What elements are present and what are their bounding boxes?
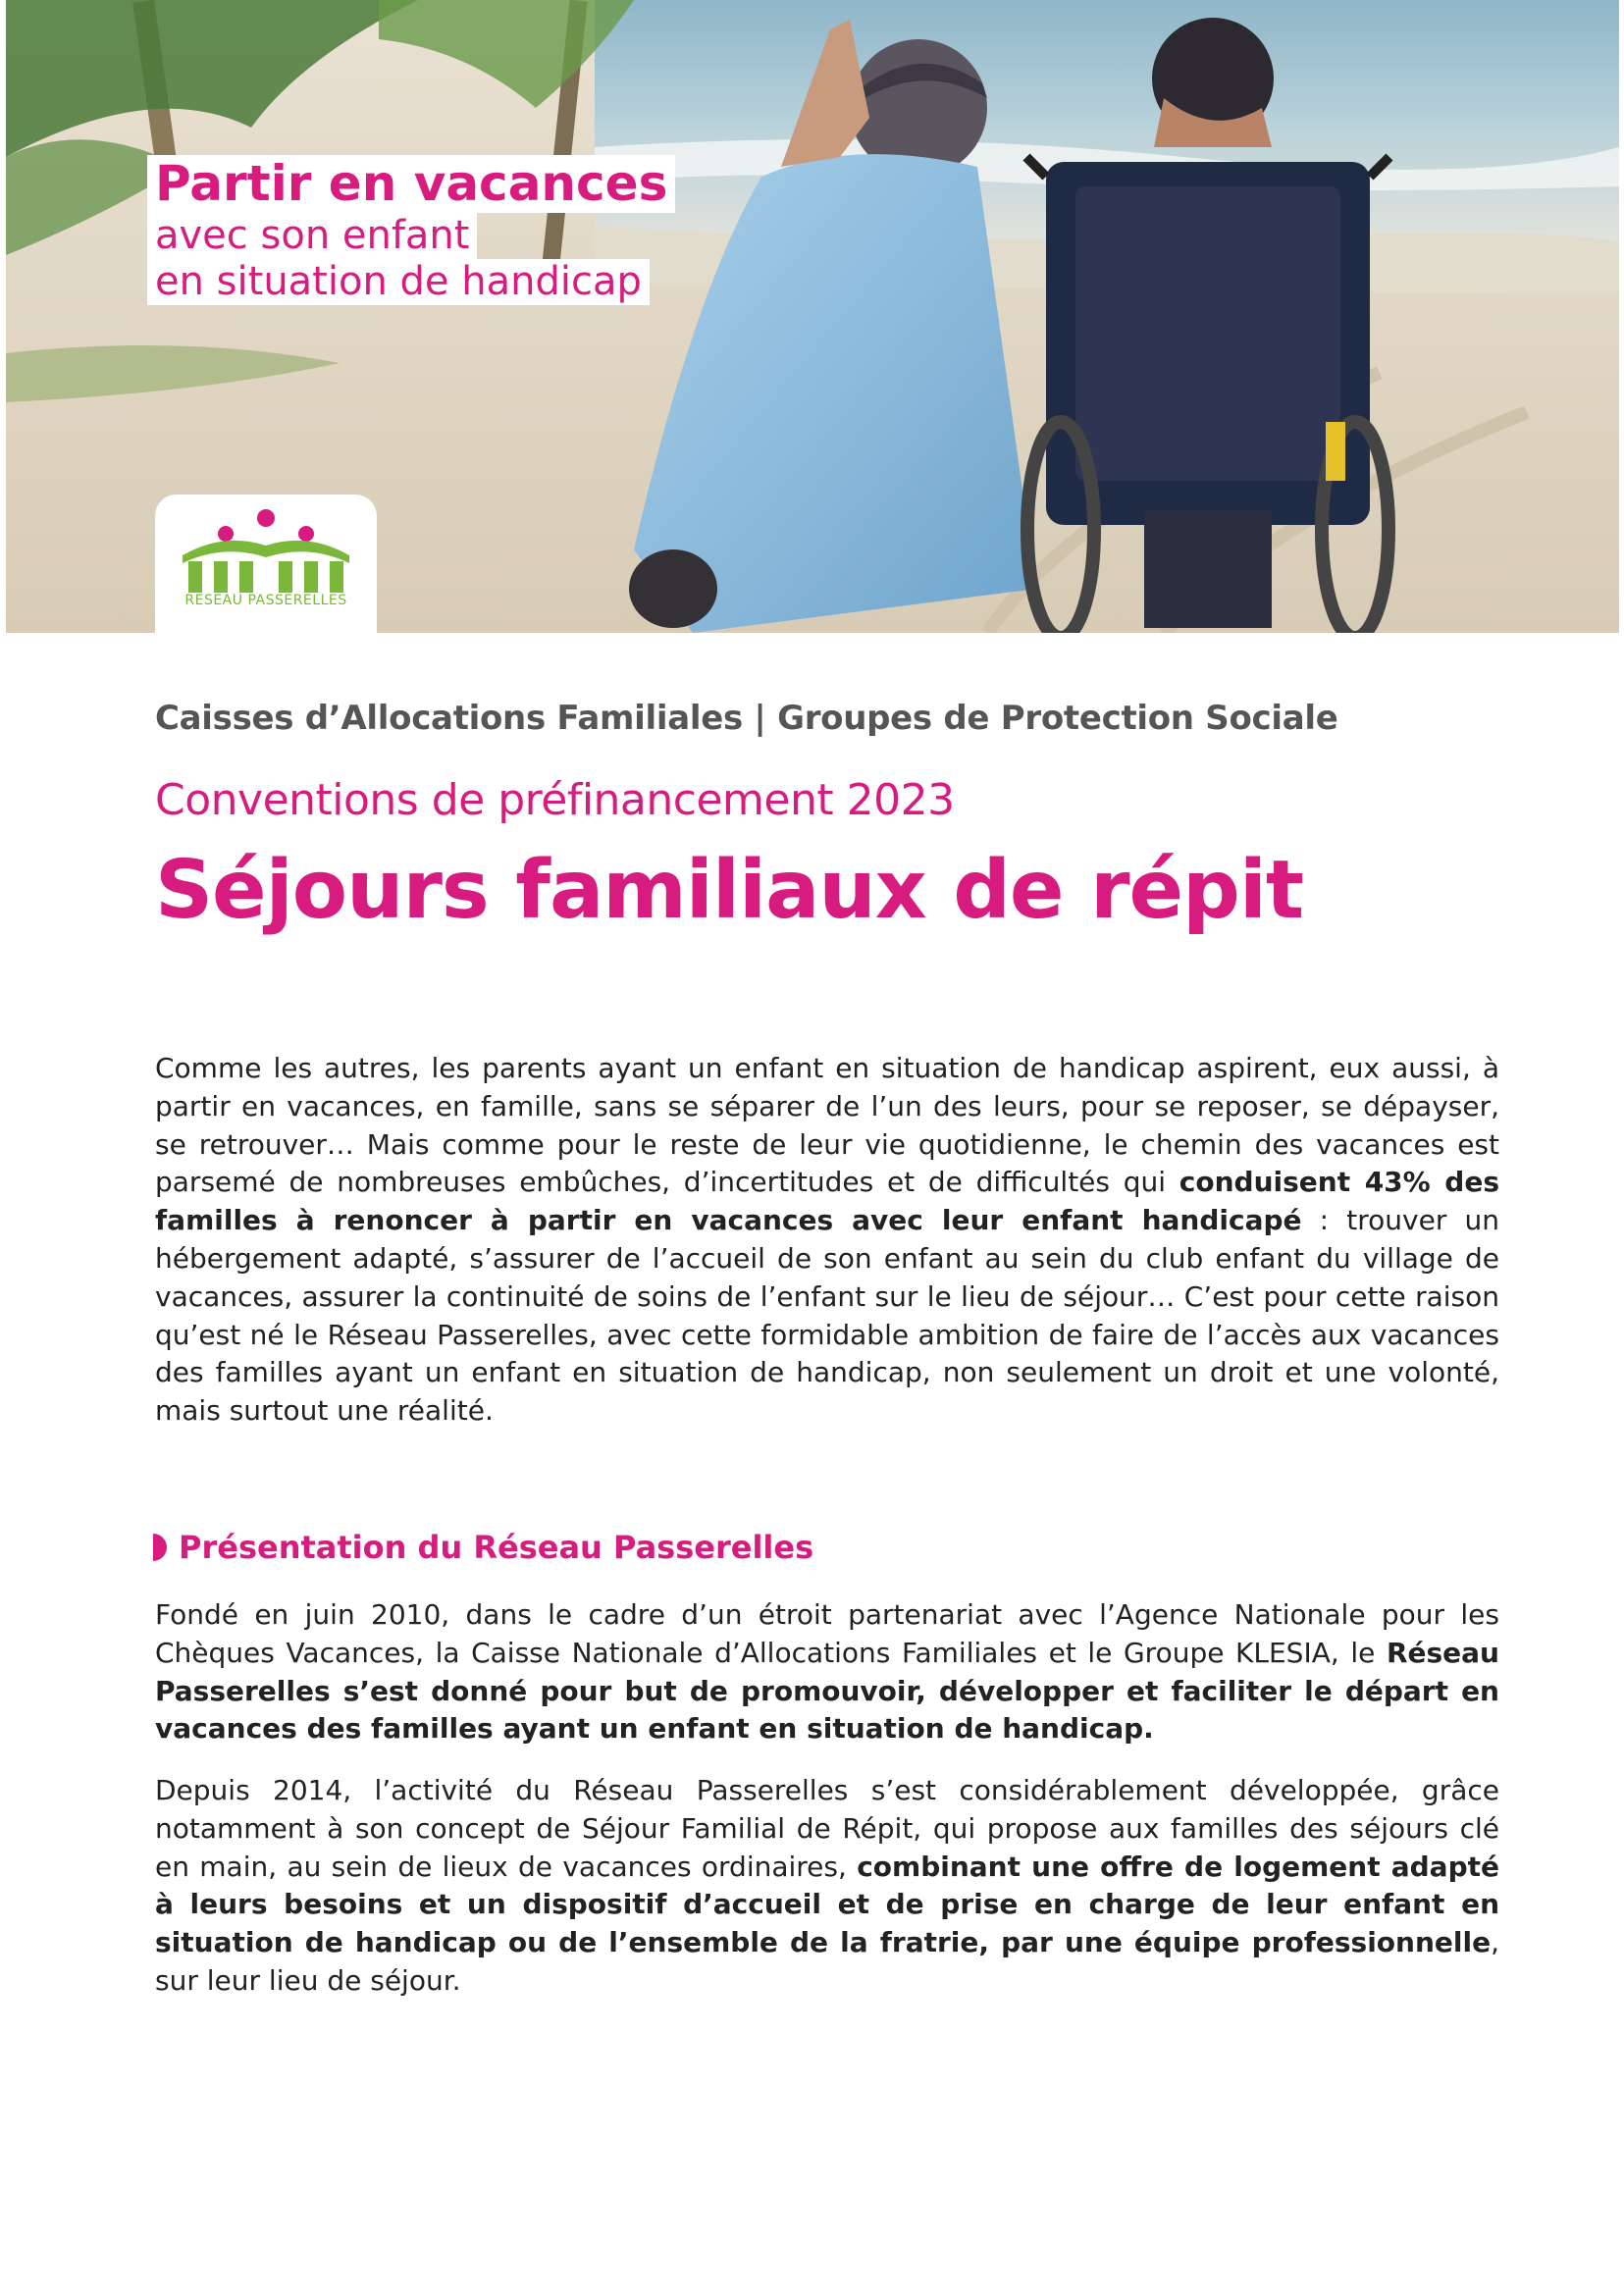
hero-title-line1: Partir en vacances (147, 155, 675, 213)
p1-text: Fondé en juin 2010, dans le cadre d’un étroit partenariat avec l’Agence Nationale pour les Chèques Vacances, la Caisse Nationale d’Allocations Familiales et le Groupe KLESIA, le (155, 1598, 1499, 1669)
bridge-people-icon (175, 506, 357, 593)
p1-bold-text: Réseau Passerelles s’est donné pour but de promouvoir, développer et faciliter le départ en vacances des familles ayant un enfant en situation de handicap. (155, 1636, 1499, 1746)
page-subtitle: Conventions de préfinancement 2023 (155, 775, 955, 825)
organizations-heading: Caisses d’Allocations Familiales | Groupes de Protection Sociale (155, 699, 1338, 738)
intro-text-1: Comme les autres, les parents ayant un enfant en situation de handicap aspirent, eux aussi, à partir en vacances, en famille, sans se séparer de l’un des leurs, pour se reposer, se dépayser, se retrouver… Mais comme pour le reste de leur vie quotidienne, le chemin des vacances est parsemé de nombreuses embûches, d’incertitudes et de difficultés qui (155, 1052, 1499, 1199)
presentation-paragraph-1 (155, 1596, 1499, 1748)
presentation-paragraph-2 (155, 1772, 1499, 2001)
logo-text: RESEAU PASSERELLES (184, 593, 347, 608)
intro-text-2: : trouver un hébergement adapté, s’assurer de l’accueil de son enfant au sein du club enfant du village de vacances, assurer la continuité de soins de l’enfant sur le lieu de séjour… C’est pour cette raison qu’est né le Réseau Passerelles, avec cette formidable ambition de faire de l’accès aux vacances des familles ayant un enfant en situation de handicap, non seulement un droit et une volonté, mais surtout une réalité. (155, 1204, 1499, 1428)
half-circle-bullet-icon (153, 1534, 167, 1561)
reseau-passerelles-logo (155, 495, 377, 634)
intro-paragraph (155, 1050, 1499, 1431)
hero-title-line2: avec son enfant (147, 213, 477, 259)
p2-text-1: Depuis 2014, l’activité du Réseau Passerelles s’est considérablement développée, grâce notamment à son concept de Séjour Familial de Répit, qui propose aux familles des séjours clé en main, au sein de lieux de vacances ordinaires, (155, 1774, 1499, 1883)
intro-bold-text: conduisent 43% des familles à renoncer à partir en vacances avec leur enfant handicapé (155, 1166, 1499, 1237)
hero-title-line3: en situation de handicap (147, 259, 650, 305)
section-heading-text: Présentation du Réseau Passerelles (179, 1529, 814, 1566)
section-heading (153, 1529, 813, 1566)
p2-bold-text: combinant une offre de logement adapté à leurs besoins et un dispositif d’accueil et de prise en charge de leur enfant en situation de handicap ou de l’ensemble de la fratrie, par une équipe professionnelle (155, 1850, 1499, 1959)
p2-text-2: , sur leur lieu de séjour. (155, 1926, 1499, 1997)
hero-title (147, 155, 675, 305)
page-title: Séjours familiaux de répit (155, 844, 1304, 937)
